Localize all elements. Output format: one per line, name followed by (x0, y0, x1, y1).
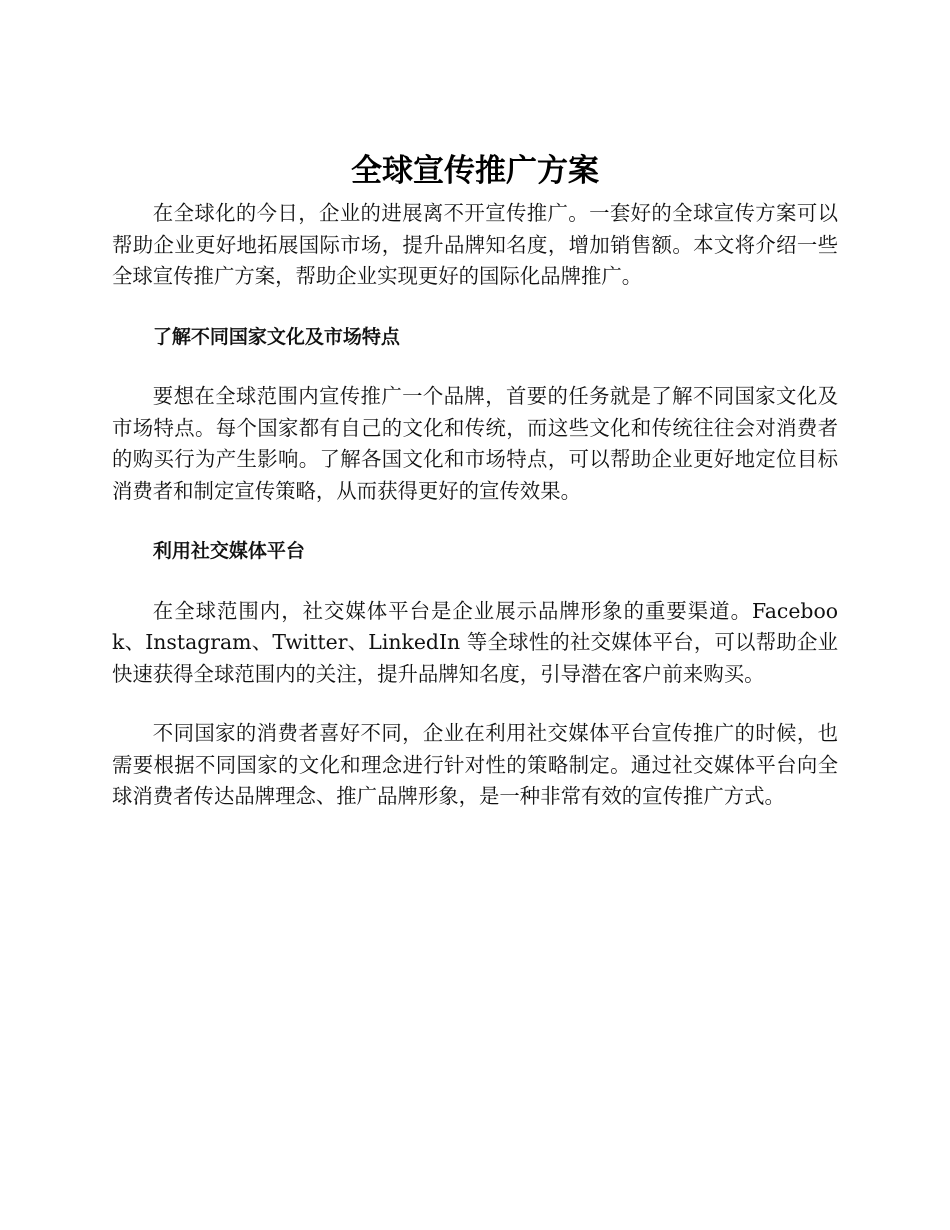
section-heading-culture: 了解不同国家文化及市场特点 (152, 325, 400, 348)
document-title: 全球宣传推广方案 (351, 153, 599, 189)
section-culture-paragraph: 要想在全球范围内宣传推广一个品牌，首要的任务就是了解不同国家文化及市场特点。每个国家都有自己的文化和传统，而这些文化和传统往往会对消费者的购买行为产生影响。了解各国文化和市场特点，可以帮助企业更好地定位目标消费者和制定宣传策略，从而获得更好的宣传效果。 (112, 384, 838, 503)
document-page (112, 148, 838, 813)
intro-paragraph: 在全球化的今日，企业的进展离不开宣传推广。一套好的全球宣传方案可以帮助企业更好地拓展国际市场，提升品牌知名度，增加销售额。本文将介绍一些全球宣传推广方案，帮助企业实现更好的国际化品牌推广。 (112, 201, 838, 288)
section-social-media-paragraph-2: 不同国家的消费者喜好不同，企业在利用社交媒体平台宣传推广的时候，也需要根据不同国家的文化和理念进行针对性的策略制定。通过社交媒体平台向全球消费者传达品牌理念、推广品牌形象，是一种非常有效的宣传推广方式。 (112, 721, 838, 808)
section-heading-social-media: 利用社交媒体平台 (152, 540, 305, 562)
section-social-media-paragraph-1: 在全球范围内，社交媒体平台是企业展示品牌形象的重要渠道。Facebook、Instagram、Twitter、LinkedIn 等全球性的社交媒体平台，可以帮助企业快速获得全球范围内的关注，提升品牌知名度，引导潜在客户前来购买。 (112, 598, 838, 686)
